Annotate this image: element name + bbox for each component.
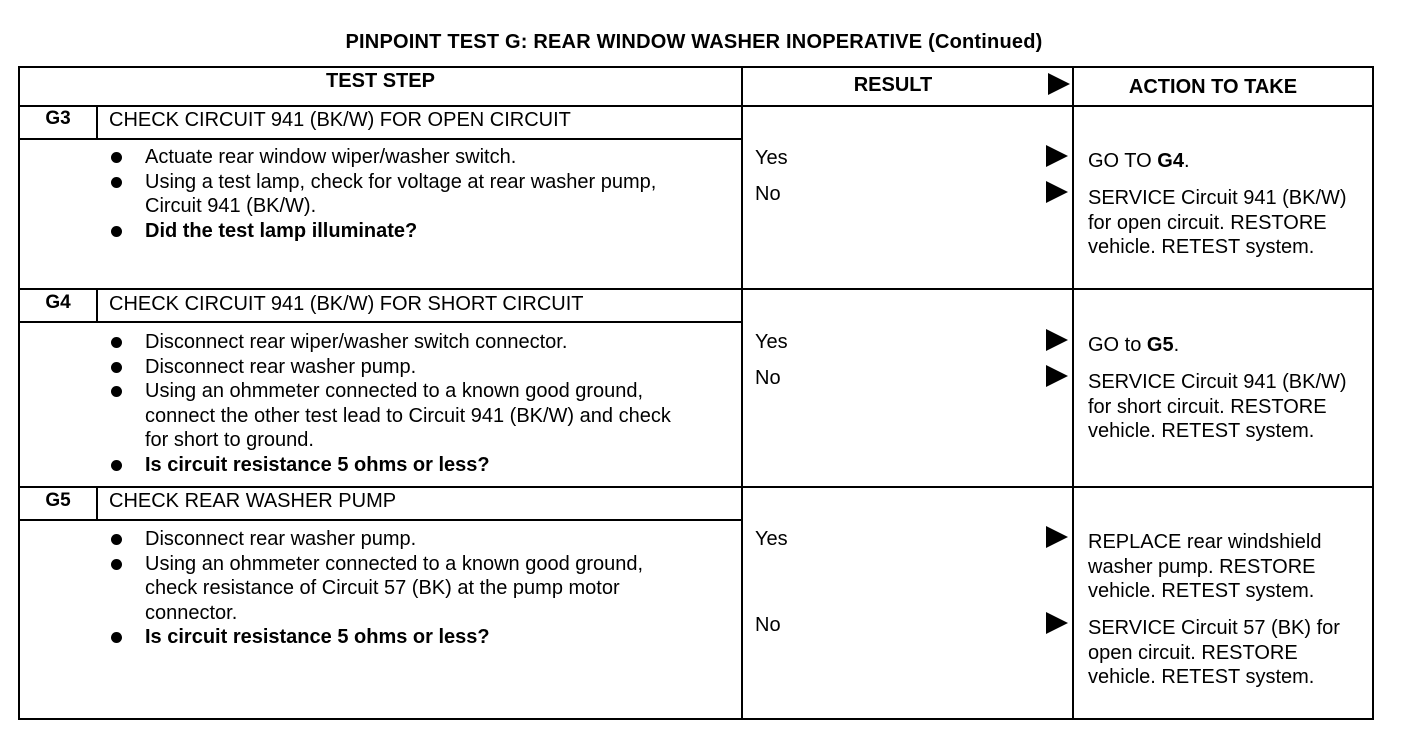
action-no: SERVICE Circuit 57 (BK) for open circuit. RESTORE vehicle. RETEST system.	[1088, 617, 1340, 688]
action-no: SERVICE Circuit 941 (BK/W) for open circuit. RESTORE vehicle. RETEST system.	[1088, 187, 1347, 258]
step-id-divider	[96, 105, 98, 140]
action-text: .	[1173, 334, 1180, 356]
result-yes: Yes	[755, 331, 788, 353]
step-separator	[18, 486, 1374, 488]
action-text: GO to	[1088, 334, 1147, 356]
step-bullets	[108, 145, 738, 243]
action-yes: REPLACE rear windshield washer pump. RESTORE vehicle. RETEST system.	[1088, 531, 1322, 602]
arrow-icon	[1046, 145, 1068, 167]
arrow-icon	[1048, 73, 1070, 95]
action-text: .	[1183, 150, 1190, 172]
arrow-icon	[1046, 612, 1068, 634]
step-id-divider	[96, 288, 98, 323]
list-item: Using an ohmmeter connected to a known good ground, connect the other test lead to Circuit 941 (BK/W) and check for short to ground.	[108, 379, 675, 453]
arrow-icon	[1046, 181, 1068, 203]
action-yes	[1088, 149, 1373, 174]
col-divider-result	[741, 66, 743, 720]
step-question: Is circuit resistance 5 ohms or less?	[108, 453, 738, 478]
step-question: Is circuit resistance 5 ohms or less?	[108, 625, 738, 650]
step-title-divider	[18, 519, 743, 521]
step-bullets	[108, 330, 738, 477]
result-yes: Yes	[755, 528, 788, 550]
col-divider-action	[1072, 66, 1074, 720]
step-title-divider	[18, 321, 743, 323]
step-id: G4	[45, 292, 71, 313]
page-title: PINPOINT TEST G: REAR WINDOW WASHER INOPERATIVE (Continued)	[345, 31, 1043, 53]
step-separator	[18, 288, 1374, 290]
step-question: Did the test lamp illuminate?	[108, 219, 738, 244]
arrow-icon	[1046, 526, 1068, 548]
list-item: Disconnect rear washer pump.	[108, 355, 738, 380]
step-id-divider	[96, 486, 98, 521]
header-divider	[18, 105, 1374, 107]
result-no: No	[755, 614, 781, 636]
step-id: G5	[45, 490, 71, 511]
action-step-ref: G5	[1146, 334, 1174, 356]
result-no: No	[755, 183, 781, 205]
action-yes	[1088, 333, 1373, 358]
arrow-icon	[1046, 329, 1068, 351]
result-no: No	[755, 367, 781, 389]
action-no: SERVICE Circuit 941 (BK/W) for short circuit. RESTORE vehicle. RETEST system.	[1088, 371, 1347, 442]
result-yes: Yes	[755, 147, 788, 169]
header-test-step: TEST STEP	[326, 70, 435, 92]
step-title: CHECK CIRCUIT 941 (BK/W) FOR SHORT CIRCUIT	[109, 293, 584, 315]
border-top	[18, 66, 1374, 68]
list-item: Disconnect rear washer pump.	[108, 527, 738, 552]
list-item: Actuate rear window wiper/washer switch.	[108, 145, 738, 170]
action-text: GO TO	[1088, 150, 1158, 172]
border-left	[18, 66, 20, 720]
step-bullets	[108, 527, 738, 650]
list-item: Using an ohmmeter connected to a known good ground, check resistance of Circuit 57 (BK) at the pump motor connector.	[108, 552, 685, 626]
header-result: RESULT	[853, 74, 933, 96]
step-title-divider	[18, 138, 743, 140]
step-id: G3	[45, 108, 71, 129]
step-title: CHECK CIRCUIT 941 (BK/W) FOR OPEN CIRCUIT	[109, 109, 571, 131]
action-step-ref: G4	[1157, 150, 1184, 172]
list-item: Using a test lamp, check for voltage at rear washer pump, Circuit 941 (BK/W).	[108, 170, 715, 219]
header-action: ACTION TO TAKE	[1128, 76, 1298, 98]
border-bottom	[18, 718, 1372, 720]
list-item: Disconnect rear wiper/washer switch connector.	[108, 330, 738, 355]
step-title: CHECK REAR WASHER PUMP	[109, 490, 397, 512]
arrow-icon	[1046, 365, 1068, 387]
